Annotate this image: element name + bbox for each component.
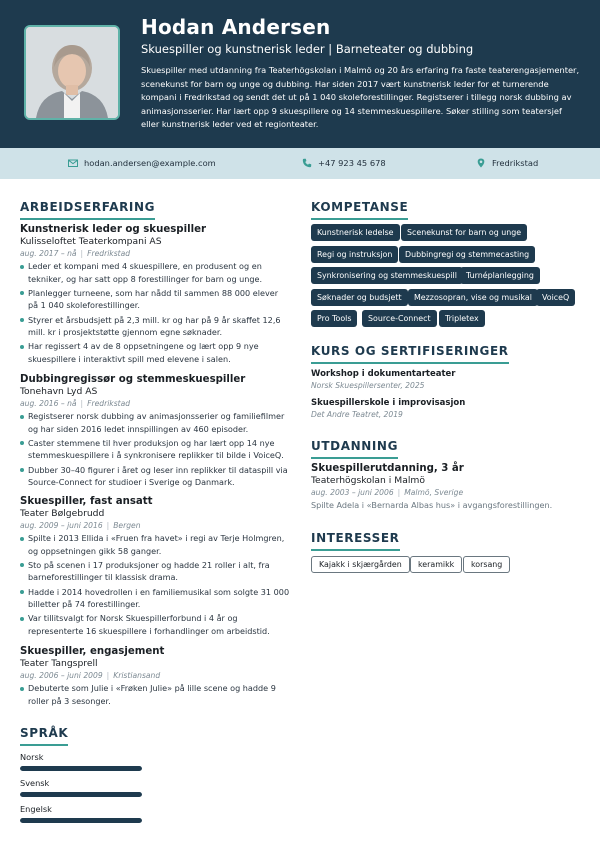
job-place: Fredrikstad [87,249,131,258]
language-level-fill [20,818,142,823]
job-place: Bergen [113,521,141,530]
course-meta: Norsk Skuespillersenter, 2025 [311,381,425,390]
job-place: Fredrikstad [87,399,131,408]
job-bullet: Caster stemmene til hver produksjon og har lært opp 14 nye stemmeskuespillere i å synkronisere replikker til bilde i VoiceQ. [20,437,290,462]
job-meta: aug. 2016 – nå | Fredrikstad [20,399,131,408]
language-item [20,804,142,823]
email-text: hodan.andersen@example.com [84,158,216,168]
location-text: Fredrikstad [492,158,539,168]
job-bullet: Styrer et årsbudsjett på 2,3 mill. kr og har på 9 år skaffet 12,6 mill. kr i prosjektstøtte gjennom egne søknader. [20,314,290,339]
job-company: Tonehavn Lyd AS [20,386,98,397]
language-level-bar [20,818,142,823]
contact-location [476,158,538,168]
job-company: Kulisseloftet Teaterkompani AS [20,236,162,247]
left-column [20,196,290,814]
profile-summary: Skuespiller med utdanning fra Teaterhögskolan i Malmö og 20 års erfaring fra faste teaterengasjementer, scenekunst for barn og unge og dubbing. Har siden 2017 vært kunstnerisk leder for et turnerende kompani i Fredrikstad og sendt det ut på 1 040 skoleforestillinger. Registserer i tillegg norsk dubbing av animasjonsserier. Har lært opp 9 skuespillere og 14 stemmeskuespillere. Søker stilling som teatersjef eller kunstnerisk leder ved et regionteater. [141,65,580,130]
skill-chip: Scenekunst for barn og unge [401,224,527,241]
education-item [311,463,583,510]
job-meta: aug. 2006 – juni 2009 | Kristiansand [20,671,161,680]
skill-chip: Søknader og budsjett [311,289,408,306]
job-dates: aug. 2009 – juni 2016 [20,521,103,530]
job-bullet: Spilte i 2013 Ellida i «Fruen fra havet» i regi av Terje Holmgren, og oppsetningen gikk 58 ganger. [20,532,290,557]
skill-chip: Dubbingregi og stemmecasting [399,246,535,263]
language-name: Engelsk [20,804,52,814]
language-level-fill [20,766,142,771]
job-meta: aug. 2009 – juni 2016 | Bergen [20,521,141,530]
section-title-experience: ARBEIDSERFARING [20,200,155,220]
job-bullets [20,682,290,707]
job-bullet: Planlegger turneene, som har nådd til sammen 88 000 elever på 1 040 skoleforestillinger. [20,287,290,312]
contact-bar [0,148,600,179]
skill-chip: Pro Tools [311,310,357,327]
course-item [311,369,583,390]
interests-section [311,527,400,551]
job-bullet: Var tillitsvalgt for Norsk Skuespillerforbund i 4 år og representerte 16 skuespillere i forhandlinger om arbeidstid. [20,612,290,637]
phone-text: +47 923 45 678 [318,158,386,168]
course-item [311,398,583,419]
candidate-name: Hodan Andersen [141,15,331,39]
interest-tag: korsang [463,556,510,573]
education-degree: Skuespillerutdanning, 3 år [311,463,464,474]
job-dates: aug. 2016 – nå [20,399,77,408]
job-company: Teater Bølgebrudd [20,508,105,519]
job-bullet: Leder et kompani med 4 skuespillere, en produsent og en tekniker, og har satt opp 8 forestillinger for barn og unge. [20,260,290,285]
header [0,0,600,148]
job-bullet: Har regissert 4 av de 8 oppsetningene og lært opp 9 nye skuespillere i interaktivt spill med elevene i salen. [20,340,290,365]
contact-phone[interactable] [302,158,386,168]
section-title-languages: SPRÅK [20,726,68,746]
job-meta: aug. 2017 – nå | Fredrikstad [20,249,131,258]
language-level-fill [20,792,142,797]
skill-chip: Kunstnerisk ledelse [311,224,400,241]
education-dates: aug. 2003 – juni 2006 [311,488,394,497]
languages-section [20,722,68,746]
education-description: Spilte Adela i «Bernarda Albas hus» i avgangsforestillingen. [311,500,553,510]
courses-section [311,340,509,364]
language-level-bar [20,766,142,771]
job-bullets [20,260,290,366]
section-title-courses: KURS OG SERTIFISERINGER [311,344,509,364]
headline: Skuespiller og kunstnerisk leder | Barneteater og dubbing [141,42,474,56]
job-title: Skuespiller, fast ansatt [20,496,153,507]
language-name: Norsk [20,752,44,762]
education-place: Malmö, Sverige [404,488,464,497]
skill-chip: Source-Connect [362,310,437,327]
course-name: Workshop i dokumentarteater [311,369,456,379]
profile-photo [24,25,120,120]
language-item [20,752,142,771]
job-dates: aug. 2017 – nå [20,249,77,258]
language-name: Svensk [20,778,50,788]
skill-chip: Tripletex [439,310,485,327]
job-bullet: Debuterte som Julie i «Frøken Julie» på lille scene og hadde 9 roller på 3 sesonger. [20,682,290,707]
skill-chip: Regi og instruksjon [311,246,398,263]
skill-chip: Turnéplanlegging [460,267,540,284]
course-meta: Det Andre Teatret, 2019 [311,410,403,419]
job-bullets [20,410,290,489]
skill-chip: Mezzosopran, vise og musikal [408,289,538,306]
interests-list [311,556,583,574]
skill-chip: VoiceQ [536,289,575,306]
job-company: Teater Tangsprell [20,658,98,669]
job-entry [20,224,290,367]
location-pin-icon [476,158,486,168]
job-bullet: Sto på scenen i 17 produksjoner og hadde 21 roller i alt, fra barneforestillinger til klassisk drama. [20,559,290,584]
envelope-icon [68,158,78,168]
job-bullets [20,532,290,638]
job-entry [20,646,290,709]
job-dates: aug. 2006 – juni 2009 [20,671,103,680]
interest-tag: keramikk [410,556,462,573]
contact-email[interactable] [68,158,216,168]
section-title-education: UTDANNING [311,439,398,459]
language-level-bar [20,792,142,797]
education-school: Teaterhögskolan i Malmö [311,475,425,486]
education-meta: aug. 2003 – juni 2006 | Malmö, Sverige [311,488,464,497]
section-title-skills: KOMPETANSE [311,200,408,220]
job-title: Skuespiller, engasjement [20,646,165,657]
job-bullet: Dubber 30–40 figurer i året og leser inn replikker til dataspill via Source-Connect for studioer i Sverige og Danmark. [20,464,290,489]
job-bullet: Hadde i 2014 hovedrollen i en familiemusikal som solgte 31 000 billetter på 74 forestillinger. [20,586,290,611]
job-title: Kunstnerisk leder og skuespiller [20,224,206,235]
education-section [311,435,398,459]
right-column [311,196,583,569]
job-place: Kristiansand [113,671,161,680]
interest-tag: Kajakk i skjærgården [311,556,410,573]
phone-icon [302,158,312,168]
job-bullet: Registserer norsk dubbing av animasjonsserier og familiefilmer og har siden 2016 ledet innspillingen av 460 episoder. [20,410,290,435]
job-entry [20,496,290,639]
job-title: Dubbingregissør og stemmeskuespiller [20,374,246,385]
section-title-interests: INTERESSER [311,531,400,551]
skill-chip: Synkronisering og stemmeskuespill [311,267,463,284]
course-name: Skuespillerskole i improvisasjon [311,398,466,408]
language-item [20,778,142,797]
job-entry [20,374,290,490]
